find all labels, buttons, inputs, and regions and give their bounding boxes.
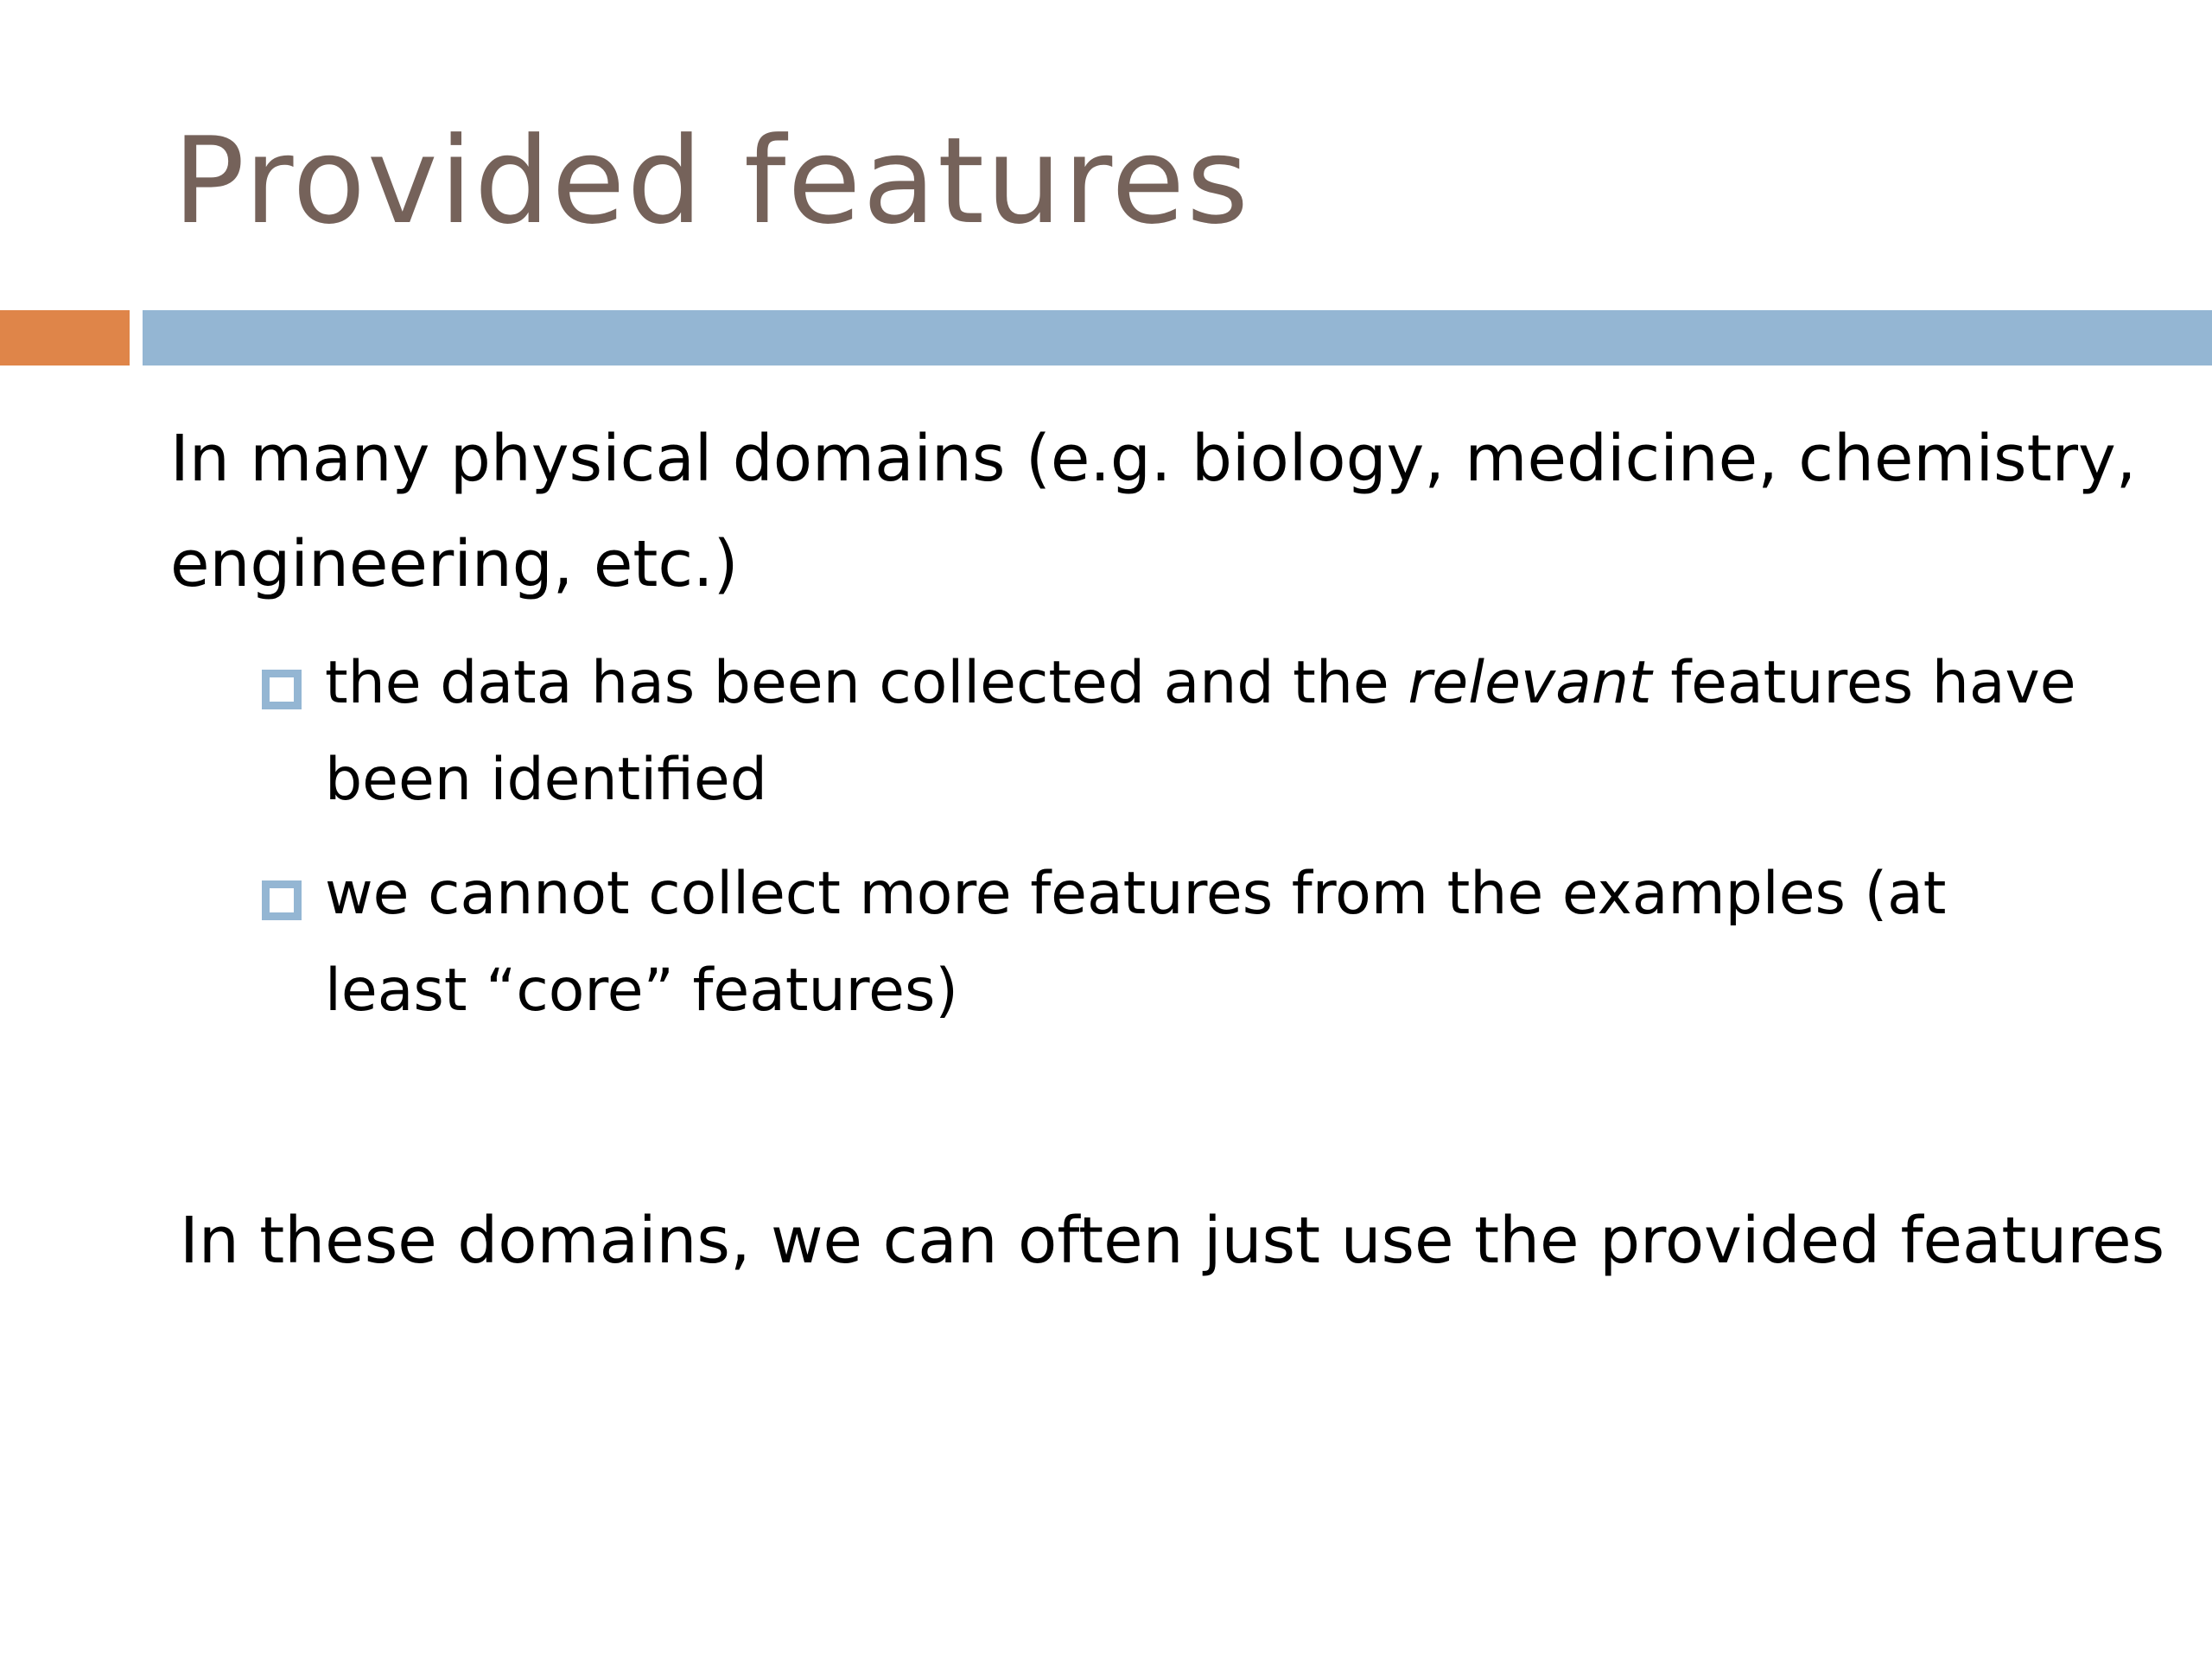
bullet-item-2 xyxy=(262,846,2094,1039)
accent-bar xyxy=(0,310,130,365)
bullet-1-text-after: features have been identified xyxy=(325,649,2076,814)
conclusion-paragraph: In these domains, we can often just use the provided features xyxy=(180,1204,2165,1278)
bullet-2-text: we cannot collect more features from the examples (at least “core” features) xyxy=(325,860,1947,1025)
title-divider-bar xyxy=(143,310,2212,365)
slide-title: Provided features xyxy=(173,111,1251,251)
intro-paragraph: In many physical domains (e.g. biology, medicine, chemistry, engineering, etc.) xyxy=(170,422,2137,601)
bullet-list xyxy=(262,635,2094,1057)
bullet-1-emphasis: relevant xyxy=(1408,649,1652,717)
bullet-1-text-before: the data has been collected and the xyxy=(325,649,1408,717)
bullet-item-1 xyxy=(262,635,2094,829)
hollow-square-icon xyxy=(262,880,302,920)
hollow-square-icon xyxy=(262,670,302,709)
